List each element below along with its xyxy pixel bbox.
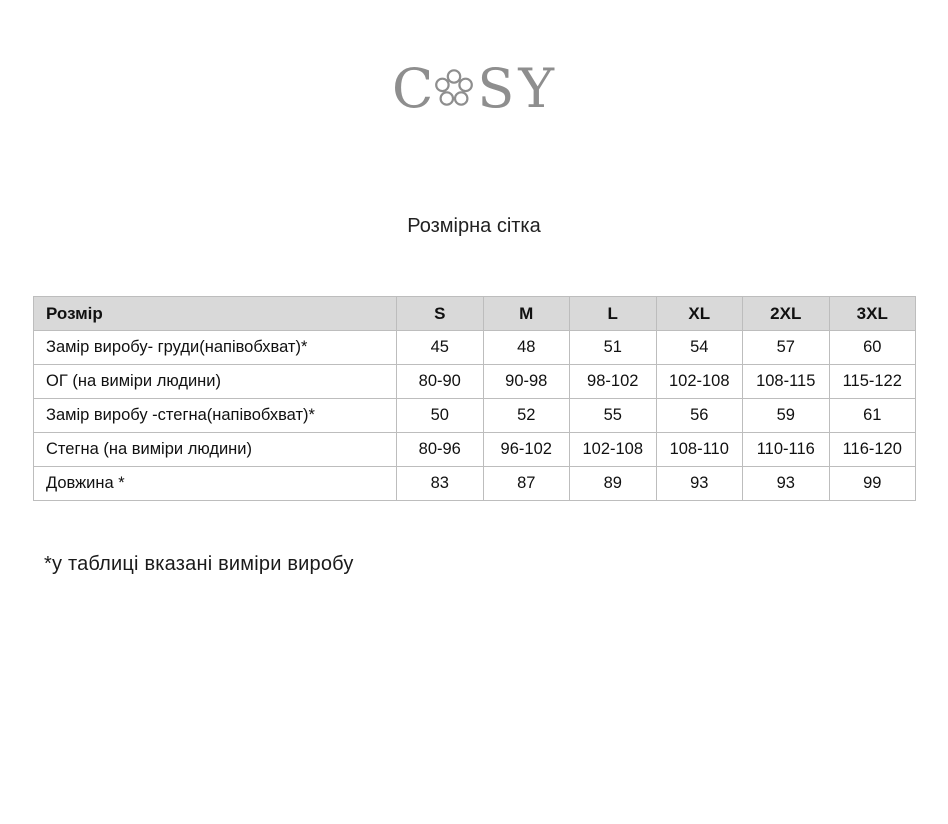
cell-value: 99 (829, 467, 916, 501)
cell-value: 61 (829, 399, 916, 433)
cell-value: 89 (570, 467, 657, 501)
table-row (34, 433, 916, 467)
table-header (34, 297, 916, 331)
cell-value: 80-96 (397, 433, 484, 467)
cell-value: 115-122 (829, 365, 916, 399)
cell-value: 110-116 (743, 433, 830, 467)
size-chart-table (33, 296, 916, 501)
cell-value: 56 (656, 399, 743, 433)
table-body (34, 331, 916, 501)
cell-value: 59 (743, 399, 830, 433)
cell-value: 90-98 (483, 365, 570, 399)
column-header-size: XL (656, 297, 743, 331)
logo-letter-s: S (477, 57, 517, 120)
cell-value: 52 (483, 399, 570, 433)
row-label: Довжина * (34, 467, 397, 501)
row-label: Стегна (на виміри людини) (34, 433, 397, 467)
cell-value: 102-108 (570, 433, 657, 467)
cell-value: 50 (397, 399, 484, 433)
column-header-size: 3XL (829, 297, 916, 331)
cell-value: 83 (397, 467, 484, 501)
cell-value: 93 (656, 467, 743, 501)
cell-value: 87 (483, 467, 570, 501)
cell-value: 98-102 (570, 365, 657, 399)
logo-letter-c: C (392, 57, 436, 120)
row-label: Замір виробу- груди(напівобхват)* (34, 331, 397, 365)
cell-value: 57 (743, 331, 830, 365)
cell-value: 80-90 (397, 365, 484, 399)
table-header-row (34, 297, 916, 331)
cell-value: 51 (570, 331, 657, 365)
footnote-text: *у таблиці вказані виміри виробу (44, 553, 354, 575)
table-row (34, 331, 916, 365)
column-header-size: L (570, 297, 657, 331)
page-title: Розмірна сітка (407, 215, 541, 237)
cell-value: 45 (397, 331, 484, 365)
cell-value: 108-110 (656, 433, 743, 467)
table-row (34, 399, 916, 433)
column-header-size: M (483, 297, 570, 331)
column-header-size: S (397, 297, 484, 331)
logo-lockup (392, 57, 556, 120)
cell-value: 60 (829, 331, 916, 365)
cell-value: 93 (743, 467, 830, 501)
logo-letter-y: Y (518, 57, 556, 120)
row-label: ОГ (на виміри людини) (34, 365, 397, 399)
cell-value: 48 (483, 331, 570, 365)
cell-value: 116-120 (829, 433, 916, 467)
cell-value: 54 (656, 331, 743, 365)
flower-icon (431, 66, 477, 112)
brand-logo (0, 57, 948, 120)
table-row (34, 365, 916, 399)
row-label: Замір виробу -стегна(напівобхват)* (34, 399, 397, 433)
cell-value: 108-115 (743, 365, 830, 399)
table-row (34, 467, 916, 501)
cell-value: 55 (570, 399, 657, 433)
column-header-measure: Розмір (34, 297, 397, 331)
cell-value: 102-108 (656, 365, 743, 399)
size-chart-container (33, 296, 915, 501)
cell-value: 96-102 (483, 433, 570, 467)
column-header-size: 2XL (743, 297, 830, 331)
